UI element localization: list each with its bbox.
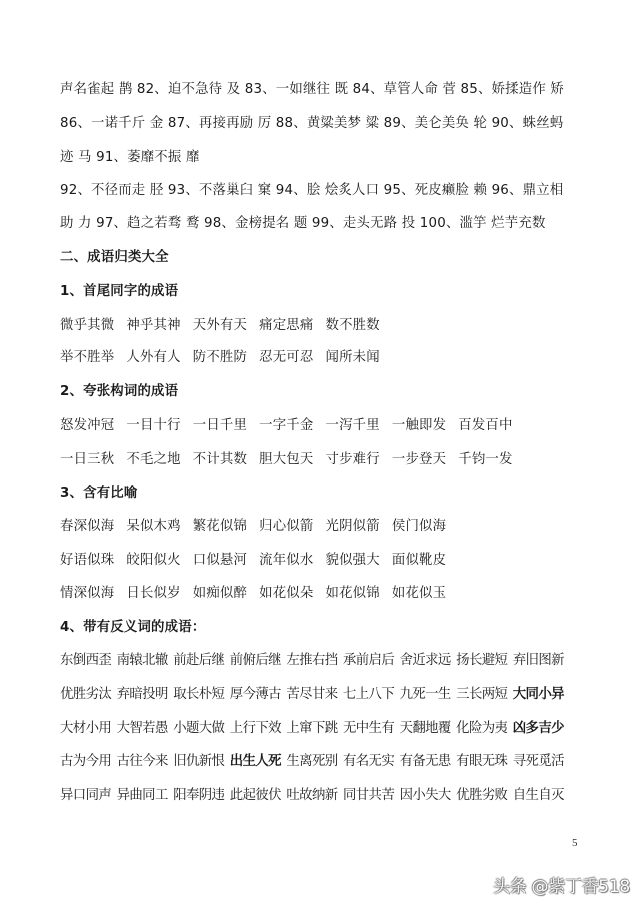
idiom: 不计其数 (192, 452, 248, 467)
idiom: 优胜劣汰 (60, 687, 112, 702)
idiom-row (60, 517, 585, 537)
idiom: 上窜下跳 (286, 721, 338, 736)
idiom: 吐故纳新 (286, 788, 338, 803)
idiom: 旧仇新恨 (173, 754, 225, 769)
idiom: 春深似海 (60, 519, 115, 534)
idiom: 百发百中 (458, 418, 513, 433)
idiom: 上行下效 (229, 721, 281, 736)
idiom-row (60, 719, 569, 739)
idiom: 情深似海 (60, 586, 115, 601)
idiom: 前赴后继 (173, 653, 225, 668)
idiom: 舍近求远 (399, 653, 451, 668)
category-heading: 1、首尾同字的成语 (60, 284, 179, 299)
idiom-row (60, 651, 569, 671)
numbered-list-line: 声名雀起 鹊 82、迫不急待 及 83、一如继往 既 84、草管人命 菅 85、娇揉造作 矫 (60, 82, 564, 97)
idiom: 天翻地覆 (399, 721, 451, 736)
idiom: 七上八下 (342, 687, 395, 702)
idiom-row (60, 450, 585, 470)
idiom-row (60, 416, 585, 436)
idiom: 貌似强大 (325, 553, 380, 568)
idiom: 举不胜举 (60, 350, 115, 365)
idiom: 化险为夷 (456, 721, 508, 736)
idiom: 天外有天 (192, 318, 248, 333)
page-number: 5 (572, 837, 578, 849)
idiom-row (60, 685, 569, 705)
idiom: 怒发冲冠 (60, 418, 115, 433)
idiom: 生离死别 (286, 754, 338, 769)
idiom: 面似靴皮 (391, 553, 447, 568)
idiom: 同甘共苦 (342, 788, 395, 803)
idiom: 痛定思痛 (259, 318, 314, 333)
idiom: 侯门似海 (391, 519, 447, 534)
idiom-row (60, 316, 585, 336)
idiom: 大智若愚 (116, 721, 168, 736)
idiom: 小题大做 (173, 721, 225, 736)
idiom: 不毛之地 (126, 452, 181, 467)
category-heading: 3、含有比喻 (60, 486, 138, 501)
idiom: 人外有人 (126, 350, 181, 365)
idiom: 有眼无珠 (456, 754, 508, 769)
idiom: 异口同声 (60, 788, 112, 803)
section-title: 二、成语归类大全 (60, 250, 169, 265)
idiom: 一字千金 (259, 418, 314, 433)
idiom: 光阴似箭 (325, 519, 380, 534)
idiom: 取长朴短 (173, 687, 225, 702)
idiom: 有名无实 (342, 754, 395, 769)
idiom: 微乎其微 (60, 318, 115, 333)
idiom: 神乎其神 (126, 318, 181, 333)
idiom: 有备无患 (399, 754, 451, 769)
category-heading: 4、带有反义词的成语： (60, 620, 206, 635)
idiom: 忍无可忍 (259, 350, 314, 365)
idiom-bold: 大同小异 (512, 687, 564, 702)
idiom: 承前启后 (342, 653, 395, 668)
idiom: 皎阳似火 (126, 553, 181, 568)
idiom-bold: 凶多吉少 (512, 721, 564, 736)
idiom: 一日三秋 (60, 452, 115, 467)
idiom: 防不胜防 (192, 350, 248, 365)
idiom: 如花似玉 (391, 586, 447, 601)
idiom: 流年似水 (259, 553, 314, 568)
idiom: 归心似箭 (259, 519, 314, 534)
idiom-row (60, 786, 569, 806)
idiom: 闻所未闻 (325, 350, 380, 365)
idiom-row (60, 551, 585, 571)
idiom-bold: 出生人死 (229, 754, 281, 769)
idiom: 一步登天 (391, 452, 447, 467)
idiom: 口似悬河 (192, 553, 248, 568)
idiom: 一泻千里 (325, 418, 380, 433)
idiom: 寸步难行 (325, 452, 380, 467)
numbered-list-line: 迹 马 91、萎靡不振 靡 (60, 150, 200, 165)
idiom: 九死一生 (399, 687, 451, 702)
idiom: 古为今用 (60, 754, 112, 769)
idiom: 左推右挡 (286, 653, 338, 668)
idiom-row (60, 584, 585, 604)
idiom: 东倒西歪 (60, 653, 112, 668)
idiom: 扬长避短 (456, 653, 508, 668)
idiom: 大材小用 (60, 721, 112, 736)
idiom: 胆大包天 (259, 452, 314, 467)
idiom-row (60, 348, 585, 368)
idiom: 苦尽甘来 (286, 687, 338, 702)
idiom: 无中生有 (342, 721, 395, 736)
idiom: 日长似岁 (126, 586, 181, 601)
idiom: 自生自灭 (512, 788, 564, 803)
idiom: 弃暗投明 (116, 687, 168, 702)
idiom: 南辕北辙 (116, 653, 168, 668)
idiom: 因小失大 (399, 788, 451, 803)
idiom: 一触即发 (391, 418, 447, 433)
idiom: 数不胜数 (325, 318, 380, 333)
idiom: 寻死觅活 (512, 754, 564, 769)
idiom: 弃旧图新 (512, 653, 564, 668)
idiom: 一日千里 (192, 418, 248, 433)
idiom: 异曲同工 (116, 788, 168, 803)
category-heading: 2、夸张构词的成语 (60, 384, 179, 399)
numbered-list-line: 92、不径而走 胫 93、不落巢臼 窠 94、脍 烩炙人口 95、死皮癞脸 赖 96、鼎立相 (60, 183, 564, 198)
numbered-list-line: 助 力 97、趋之若骛 鹜 98、金榜提名 题 99、走头无路 投 100、滥竽 烂芋充数 (60, 216, 546, 231)
idiom: 一目十行 (126, 418, 181, 433)
idiom: 优胜劣败 (456, 788, 508, 803)
idiom: 呆似木鸡 (126, 519, 181, 534)
idiom: 厚今薄古 (229, 687, 281, 702)
idiom: 繁花似锦 (192, 519, 248, 534)
idiom: 此起彼伏 (229, 788, 281, 803)
idiom: 三长两短 (456, 687, 508, 702)
idiom: 如花似朵 (259, 586, 314, 601)
idiom-row (60, 752, 569, 772)
numbered-list-line: 86、一诺千斤 金 87、再接再励 厉 88、黄粱美梦 粱 89、美仑美奂 轮 90、蛛丝蚂 (60, 116, 564, 131)
idiom: 前俯后继 (229, 653, 281, 668)
idiom: 千钧一发 (458, 452, 513, 467)
idiom: 好语似珠 (60, 553, 115, 568)
idiom: 如痴似醉 (192, 586, 248, 601)
watermark: 头条 @紫丁香518 (493, 877, 630, 897)
idiom: 古往今来 (116, 754, 168, 769)
idiom: 阳奉阴违 (173, 788, 225, 803)
idiom: 如花似锦 (325, 586, 380, 601)
